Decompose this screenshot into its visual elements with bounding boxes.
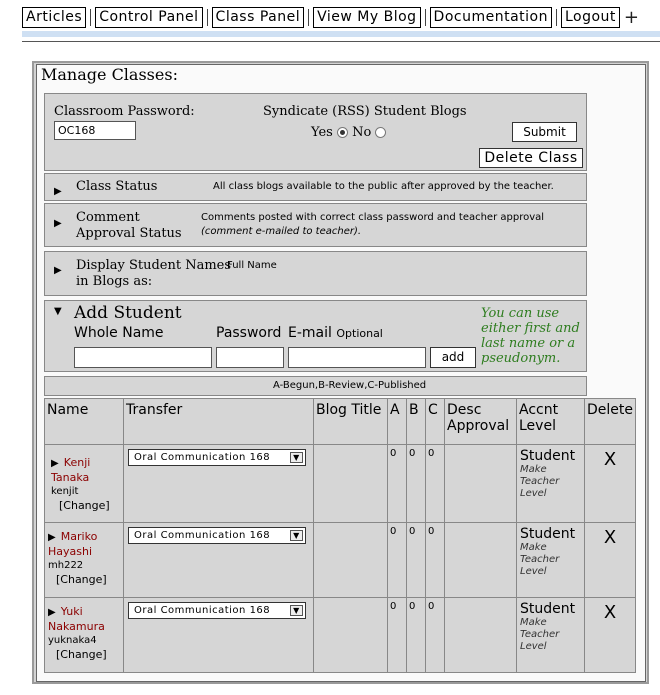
student-last-name[interactable]: Tanaka [51,471,90,484]
expand-comment-approval-icon[interactable]: ▶ [54,218,62,229]
account-level-cell [517,523,585,598]
nav-accent-bar [22,31,660,37]
make-teacher-level-link[interactable]: Make Teacher Level [520,617,560,652]
transfer-select[interactable]: Oral Communication 168 ▼ [128,449,306,466]
password-label: Password [216,325,282,341]
count-c: 0 [426,445,445,523]
account-level-cell [517,598,585,673]
nav-separator [90,9,91,26]
nav-control-panel[interactable]: Control Panel [95,7,202,28]
count-b: 0 [407,445,426,523]
nav-separator [425,9,426,26]
add-student-hint: You can use either first and last name or a pseudonym. [481,306,580,366]
expand-student-icon[interactable]: ▶ [48,532,56,543]
class-status-label: Class Status [76,179,158,194]
chevron-down-icon: ▼ [290,452,303,463]
desc-approval-cell [445,598,517,673]
add-button[interactable]: add [430,347,476,368]
whole-name-input[interactable] [74,347,212,368]
header-name: Name [45,399,124,445]
account-level: Student [520,448,576,464]
table-row [45,598,636,673]
new-password-input[interactable] [216,347,284,368]
delete-student-button[interactable]: X [585,598,636,673]
desc-approval-cell [445,445,517,523]
count-a: 0 [388,445,407,523]
expand-display-names-icon[interactable]: ▶ [54,265,62,276]
top-navigation [22,4,639,30]
student-name-cell [45,445,124,523]
table-row [45,445,636,523]
expand-student-icon[interactable]: ▶ [51,458,59,469]
syndicate-options [311,125,386,140]
transfer-cell [124,598,314,673]
header-a: A [388,399,407,445]
account-level: Student [520,526,576,542]
display-names-value: Full Name [227,260,277,271]
desc-approval-cell [445,523,517,598]
nav-separator [207,9,208,26]
student-last-name[interactable]: Nakamura [48,620,105,633]
student-first-name[interactable]: Mariko [60,530,98,543]
student-username: yuknaka4 [48,635,97,646]
class-status-value: All class blogs available to the public after approved by the teacher. [213,181,554,192]
plus-icon[interactable]: + [623,6,640,28]
count-c: 0 [426,523,445,598]
header-transfer: Transfer [124,399,314,445]
classroom-password-input[interactable]: OC168 [54,121,136,140]
count-a: 0 [388,523,407,598]
nav-logout[interactable]: Logout [561,7,620,28]
page-title: Manage Classes: [41,65,178,84]
expand-student-icon[interactable]: ▶ [48,607,56,618]
display-names-label: Display Student Names in Blogs as: [76,258,232,289]
legend-text: A-Begun,B-Review,C-Published [273,380,427,391]
count-a: 0 [388,598,407,673]
add-student-title: Add Student [74,303,182,323]
header-delete: Delete [585,399,636,445]
delete-student-button[interactable]: X [585,523,636,598]
transfer-cell [124,445,314,523]
chevron-down-icon: ▼ [290,530,303,541]
syndicate-label: Syndicate (RSS) Student Blogs [263,104,467,119]
email-input[interactable] [288,347,426,368]
header-desc-approval: Desc Approval [445,399,517,445]
nav-separator [556,9,557,26]
no-label: No [352,125,372,140]
change-link[interactable]: [Change] [56,573,107,586]
divider [22,41,660,42]
collapse-add-student-icon[interactable]: ▼ [54,306,62,317]
yes-label: Yes [311,125,333,140]
expand-class-status-icon[interactable]: ▶ [54,186,62,197]
header-b: B [407,399,426,445]
syndicate-no-radio[interactable] [375,127,386,138]
classroom-password-label: Classroom Password: [54,104,195,119]
nav-class-panel[interactable]: Class Panel [212,7,305,28]
comment-approval-value: Comments posted with correct class password and teacher approval (comment e-mailed to teacher). [201,212,545,237]
transfer-select[interactable]: Oral Communication 168 ▼ [128,602,306,619]
header-accnt-level: Accnt Level [517,399,585,445]
count-b: 0 [407,523,426,598]
make-teacher-level-link[interactable]: Make Teacher Level [520,464,560,499]
count-b: 0 [407,598,426,673]
nav-documentation[interactable]: Documentation [430,7,552,28]
transfer-cell [124,523,314,598]
blog-title-cell [314,445,388,523]
syndicate-yes-radio[interactable] [337,127,348,138]
student-username: kenjit [51,486,79,497]
make-teacher-level-link[interactable]: Make Teacher Level [520,542,560,577]
email-label: E-mail [288,325,332,341]
student-first-name[interactable]: Kenji [63,456,91,469]
chevron-down-icon: ▼ [290,605,303,616]
nav-view-my-blog[interactable]: View My Blog [313,7,420,28]
table-header-row [45,399,636,445]
transfer-select[interactable]: Oral Communication 168 ▼ [128,527,306,544]
student-username: mh222 [48,560,84,571]
student-last-name[interactable]: Hayashi [48,545,93,558]
account-level-cell [517,445,585,523]
student-name-cell [45,598,124,673]
nav-separator [308,9,309,26]
change-link[interactable]: [Change] [56,648,107,661]
account-level: Student [520,601,576,617]
submit-button[interactable]: Submit [512,122,577,142]
header-blog-title: Blog Title [314,399,388,445]
blog-title-cell [314,523,388,598]
student-name-cell [45,523,124,598]
student-first-name[interactable]: Yuki [60,605,83,618]
change-link[interactable]: [Change] [59,499,110,512]
table-row [45,523,636,598]
nav-articles[interactable]: Articles [22,7,86,28]
comment-approval-label: Comment Approval Status [76,210,182,241]
delete-class-button[interactable]: Delete Class [479,148,583,168]
students-table [44,398,636,673]
whole-name-label: Whole Name [74,325,164,341]
email-optional-label: Optional [336,327,383,340]
delete-student-button[interactable]: X [585,445,636,523]
count-c: 0 [426,598,445,673]
blog-title-cell [314,598,388,673]
email-label-group [288,325,383,341]
header-c: C [426,399,445,445]
